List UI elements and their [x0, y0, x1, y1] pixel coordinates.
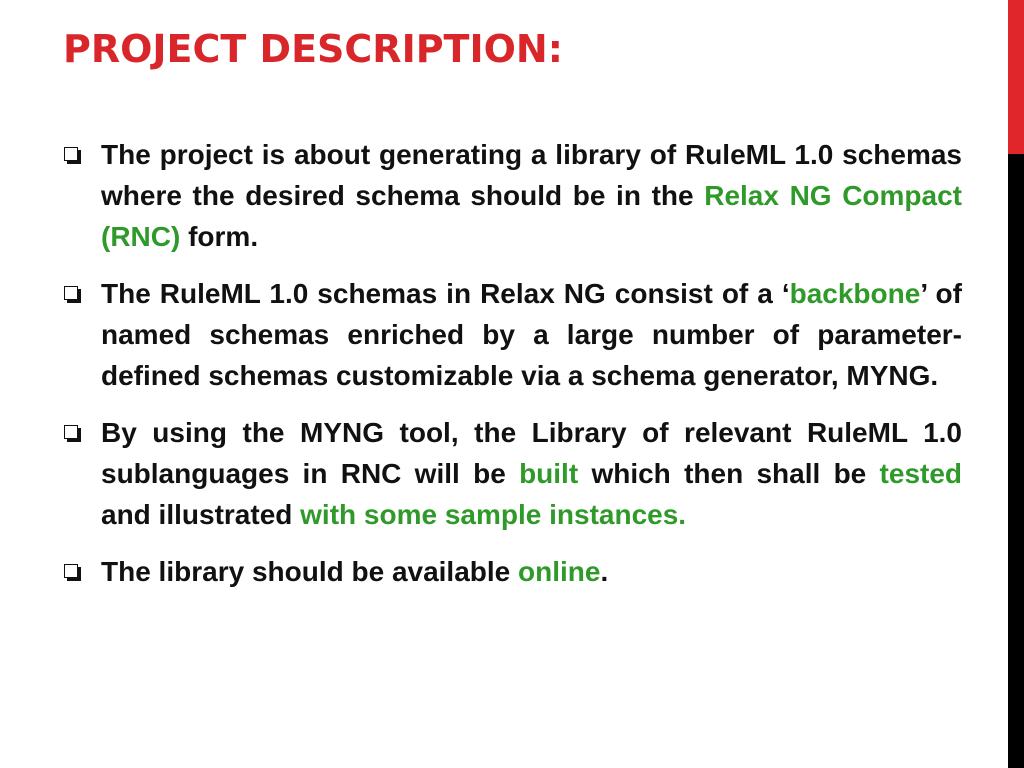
- sidebar-red-bar: [1008, 0, 1024, 154]
- bullet-item: [62, 134, 962, 257]
- highlight-text: online: [518, 556, 601, 587]
- highlight-text: with some sample instances.: [300, 499, 687, 530]
- text-run: The RuleML 1.0 schemas in Relax NG consist of a ‘: [101, 278, 790, 309]
- bullet-text: [101, 273, 962, 396]
- checkbox-bullet-icon: [64, 564, 78, 578]
- text-run: which then shall be: [578, 458, 880, 489]
- bullet-list: [62, 134, 962, 608]
- highlight-text: Relax NG Compact (RNC): [101, 180, 962, 252]
- text-run: .: [600, 556, 609, 587]
- text-run: By using the MYNG tool, the Library of relevant RuleML 1.0 sublanguages in RNC will be: [101, 417, 962, 489]
- highlight-text: backbone: [789, 278, 921, 309]
- text-run: ’ of named schemas enriched by a large number of parameter-defined schemas customizable via a schema generator, MYNG.: [101, 278, 962, 391]
- text-run: The project is about generating a library of RuleML 1.0 schemas where the desired schema should be in the: [101, 139, 962, 211]
- checkbox-bullet-icon: [64, 147, 78, 161]
- bullet-item: [62, 412, 962, 535]
- highlight-text: built: [519, 458, 579, 489]
- text-run: and illustrated: [101, 499, 301, 530]
- checkbox-bullet-icon: [64, 286, 78, 300]
- bullet-text: [101, 134, 962, 257]
- slide-title: PROJECT DESCRIPTION:: [63, 27, 563, 71]
- bullet-text: [101, 551, 962, 592]
- text-run: form.: [180, 221, 259, 252]
- checkbox-bullet-icon: [64, 425, 78, 439]
- bullet-item: [62, 551, 962, 592]
- highlight-text: tested: [879, 458, 963, 489]
- sidebar-black-bar: [1008, 154, 1024, 768]
- bullet-item: [62, 273, 962, 396]
- bullet-text: [101, 412, 962, 535]
- text-run: The library should be available: [101, 556, 519, 587]
